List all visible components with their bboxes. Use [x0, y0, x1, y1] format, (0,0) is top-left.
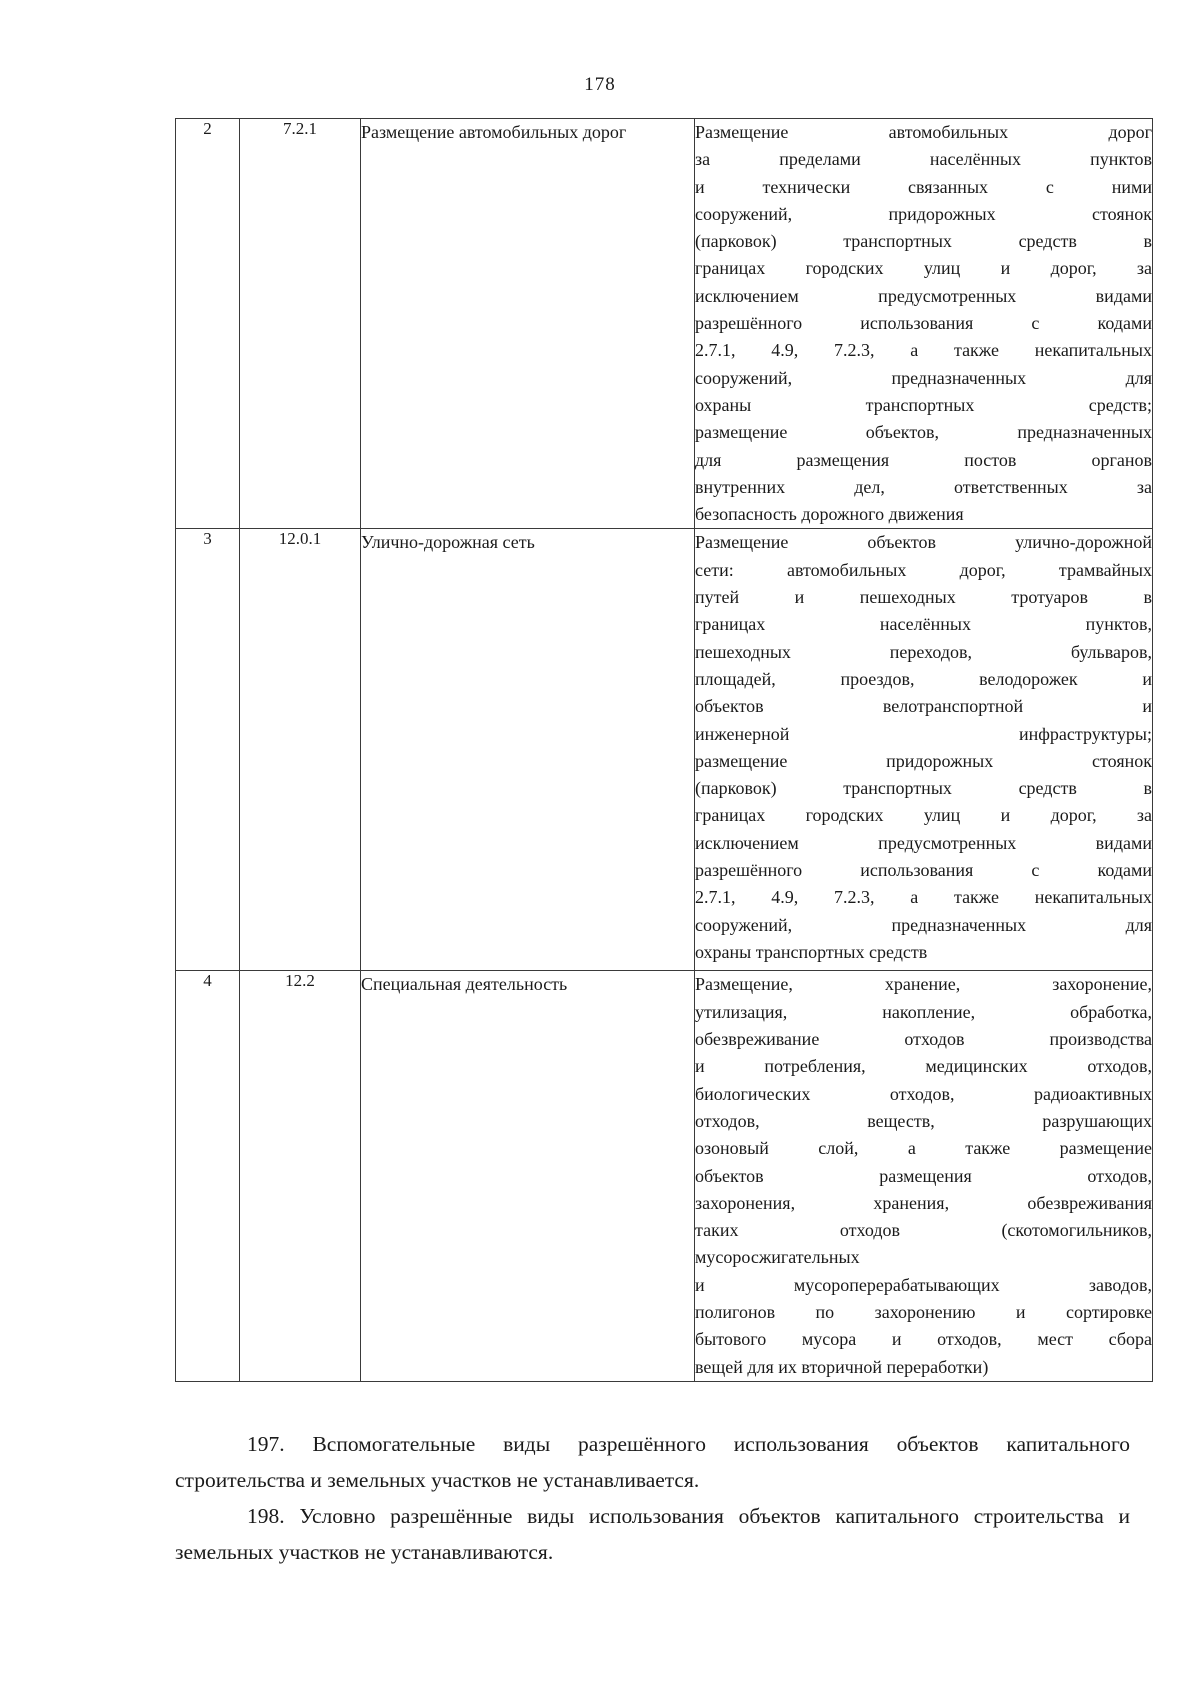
description-line: вещей для их вторичной переработки) — [695, 1356, 989, 1377]
description-line: внутренних дел, ответственных за — [695, 476, 1152, 497]
paragraph-198: 198. Условно разрешённые виды использования объектов капитального строительства и земельных участков не устанавливаются. — [175, 1503, 1130, 1564]
description-line: таких отходов (скотомогильников, — [695, 1220, 1152, 1241]
description-line: за пределами населённых пунктов — [695, 149, 1152, 170]
description-line: полигонов по захоронению и сортировке — [695, 1302, 1152, 1323]
description-line: и технически связанных с ними — [695, 176, 1152, 197]
description-line: Размещение автомобильных дорог — [695, 122, 1152, 142]
table-row — [176, 971, 1153, 1381]
description-line: мусоросжигательных — [695, 1247, 860, 1268]
description-line: Размещение, хранение, захоронение, — [695, 974, 1152, 995]
description-line: сооружений, придорожных стоянок — [695, 203, 1152, 224]
land-use-table — [175, 118, 1153, 1382]
description-line: размещение объектов, предназначенных — [695, 422, 1152, 443]
description-line: биологических отходов, радиоактивных — [695, 1083, 1152, 1104]
description-line: границах городских улиц и дорог, за — [695, 805, 1152, 826]
use-description — [695, 529, 1153, 971]
description-line: границах населённых пунктов, — [695, 614, 1152, 635]
use-code: 12.0.1 — [240, 529, 361, 971]
use-name: Размещение автомобильных дорог — [361, 119, 695, 529]
description-line: утилизация, накопление, обработка, — [695, 1001, 1152, 1022]
row-number: 2 — [176, 119, 240, 529]
paragraph-197: 197. Вспомогательные виды разрешённого использования объектов капитального строительства и земельных участков не устанавливается. — [175, 1431, 1130, 1492]
description-line: захоронения, хранения, обезвреживания — [695, 1192, 1152, 1213]
description-line: объектов размещения отходов, — [695, 1165, 1152, 1186]
description-line: (парковок) транспортных средств в — [695, 778, 1152, 799]
description-line: разрешённого использования с кодами — [695, 313, 1152, 334]
description-line: обезвреживание отходов производства — [695, 1029, 1152, 1050]
description-line: и мусороперерабатывающих заводов, — [695, 1274, 1152, 1295]
description-line: для размещения постов органов — [695, 449, 1152, 470]
table-row — [176, 119, 1153, 529]
use-name: Специальная деятельность — [361, 971, 695, 1381]
use-name: Улично-дорожная сеть — [361, 529, 695, 971]
description-line: границах городских улиц и дорог, за — [695, 258, 1152, 279]
description-line: 2.7.1, 4.9, 7.2.3, а также некапитальных — [695, 340, 1152, 361]
description-line: сооружений, предназначенных для — [695, 367, 1152, 388]
description-line: пешеходных переходов, бульваров, — [695, 641, 1152, 662]
description-line: безопасность дорожного движения — [695, 504, 964, 525]
use-code: 7.2.1 — [240, 119, 361, 529]
land-use-table-body — [176, 119, 1153, 1382]
description-line: бытового мусора и отходов, мест сбора — [695, 1329, 1152, 1350]
use-description — [695, 119, 1153, 529]
description-line: 2.7.1, 4.9, 7.2.3, а также некапитальных — [695, 887, 1152, 908]
description-line: сооружений, предназначенных для — [695, 914, 1152, 935]
description-line: охраны транспортных средств; — [695, 394, 1152, 415]
description-line: площадей, проездов, велодорожек и — [695, 668, 1152, 689]
description-line: и потребления, медицинских отходов, — [695, 1056, 1152, 1077]
use-code: 12.2 — [240, 971, 361, 1381]
description-line: размещение придорожных стоянок — [695, 750, 1152, 771]
description-line: охраны транспортных средств — [695, 941, 928, 962]
row-number: 4 — [176, 971, 240, 1381]
description-line: путей и пешеходных тротуаров в — [695, 587, 1152, 608]
description-line: исключением предусмотренных видами — [695, 832, 1152, 853]
description-line: инженерной инфраструктуры; — [695, 723, 1152, 744]
description-line: отходов, веществ, разрушающих — [695, 1110, 1152, 1131]
table-row — [176, 529, 1153, 971]
use-description — [695, 971, 1153, 1381]
description-line: сети: автомобильных дорог, трамвайных — [695, 559, 1152, 580]
description-line: объектов велотранспортной и — [695, 696, 1152, 717]
page-number: 178 — [584, 74, 616, 95]
description-line: озоновый слой, а также размещение — [695, 1138, 1152, 1159]
description-line: Размещение объектов улично-дорожной — [695, 532, 1152, 553]
row-number: 3 — [176, 529, 240, 971]
description-line: исключением предусмотренных видами — [695, 285, 1152, 306]
description-line: (парковок) транспортных средств в — [695, 231, 1152, 252]
description-line: разрешённого использования с кодами — [695, 860, 1152, 881]
